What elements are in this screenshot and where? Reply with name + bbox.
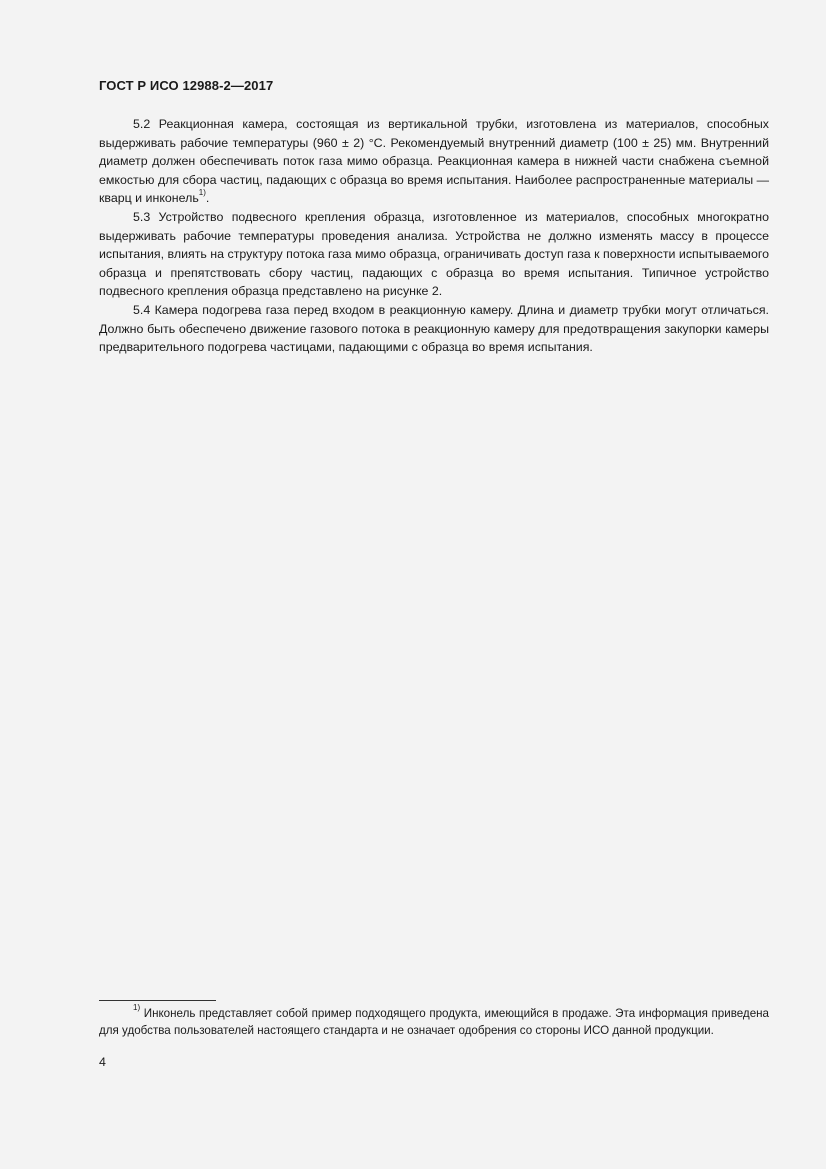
footnote-separator xyxy=(99,1000,216,1001)
paragraph-5-2 xyxy=(99,115,769,208)
paragraph-5-2-tail: . xyxy=(205,191,210,206)
paragraph-5-2-text: 5.2 Реакционная камера, состоящая из вертикальной трубки, изготовлена из материалов, способных выдерживать рабочие температуры (960 ± 2) °С. Рекомендуемый внутренний диаметр (100 ± 25) мм. Внутренний диаметр должен обеспечивать поток газа мимо образца. Реакционная камера в нижней части снабжена съемной емкостью для сбора частиц, падающих с образца во время испытания. Наиболее распространенные материалы — кварц и инконель xyxy=(99,117,769,206)
footnote xyxy=(99,1005,769,1039)
footnote-marker: 1) xyxy=(133,1003,141,1013)
page-number: 4 xyxy=(99,1055,106,1069)
footnote-text: Инконель представляет собой пример подходящего продукта, имеющийся в продаже. Эта информация приведена для удобства пользователей настоящего стандарта и не означает одобрения со стороны ИСО данной продукции. xyxy=(99,1007,769,1037)
paragraph-5-3: 5.3 Устройство подвесного крепления образца, изготовленное из материалов, способных многократно выдерживать рабочие температуры проведения анализа. Устройства не должно изменять массу в процессе испытания, влиять на структуру потока газа мимо образца, ограничивать доступ газа к поверхности испытываемого образца и препятствовать сбору частиц, падающих с образца во время испытания. Типичное устройство подвесного крепления образца представлено на рисунке 2. xyxy=(99,209,769,299)
paragraph-5-4: 5.4 Камера подогрева газа перед входом в реакционную камеру. Длина и диаметр трубки могут отличаться. Должно быть обеспечено движение газового потока в реакционную камеру для предотвращения закупорки камеры предварительного подогрева частицами, падающими с образца во время испытания. xyxy=(99,302,769,355)
footnote-paragraph xyxy=(99,1005,769,1039)
document-body xyxy=(99,115,769,357)
document-header: ГОСТ Р ИСО 12988-2—2017 xyxy=(99,78,274,93)
footnote-reference[interactable]: 1) xyxy=(198,188,206,198)
